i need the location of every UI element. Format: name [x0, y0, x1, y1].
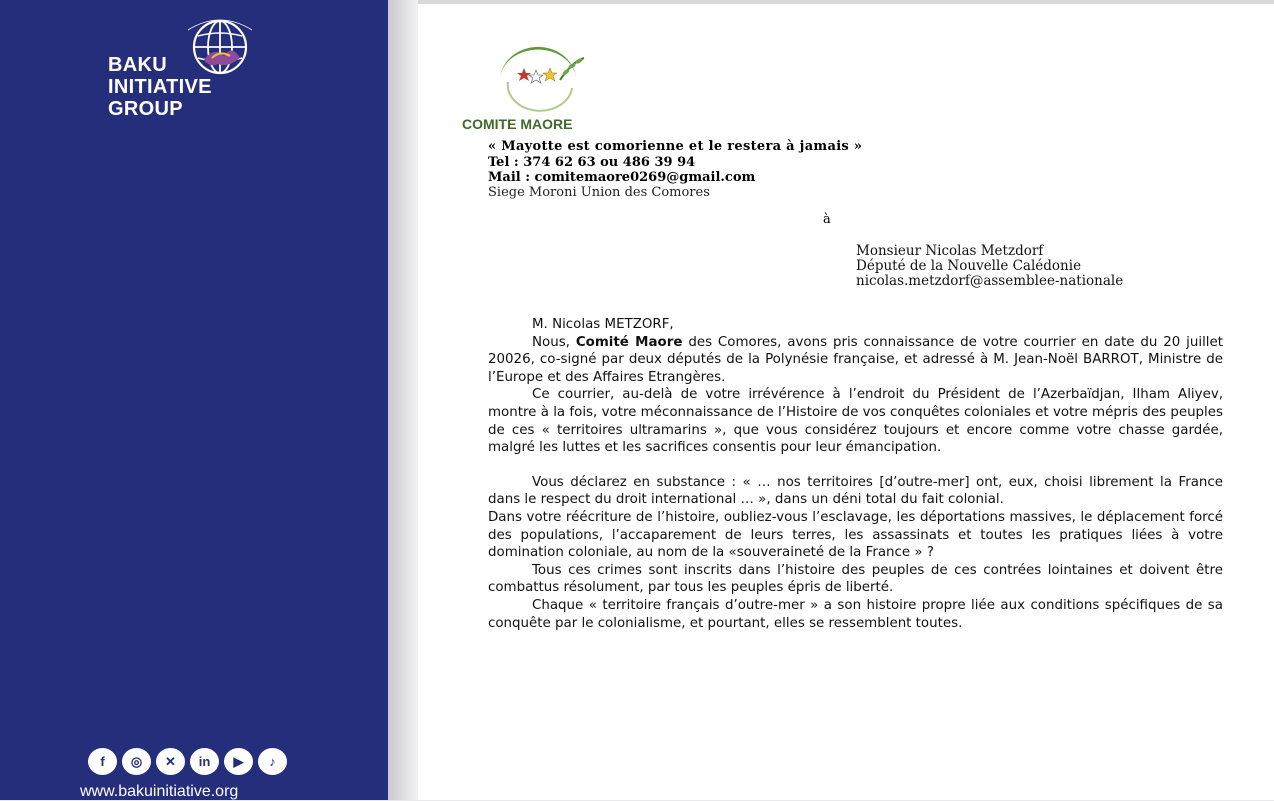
org-name-bold: Comité Maore [575, 334, 683, 350]
letter-slogan: « Mayotte est comorienne et le restera à jamais » [488, 139, 863, 154]
comite-maore-logo [458, 38, 618, 134]
headquarters: Siege Moroni Union des Comores [488, 185, 710, 200]
paragraph: Vous déclarez en substance : « … nos territoires [d’outre-mer] ont, eux, choisi librement la France dans le respect du droit international … », dans un déni total du fait colonial. [488, 474, 1223, 508]
paragraph: Chaque « territoire français d’outre-mer » a son histoire propre liée aux conditions spécifiques de sa conquête par le colonialisme, et pourtant, elles se ressemblent toutes. [488, 597, 1223, 631]
social-links [88, 748, 293, 776]
paragraph: Dans votre réécriture de l’histoire, oubliez-vous l’esclavage, les déportations massives, le déplacement forcé des populations, l’accaparement de leurs terres, les assassinats et toutes les pratiques liées à votre domination coloniale, au nom de la «souveraineté de la France » ? [488, 509, 1223, 561]
baku-initiative-logo [108, 16, 278, 126]
recipient-email: nicolas.metzdorf@assemblee-nationale [856, 273, 1124, 289]
instagram-icon[interactable]: ◎ [122, 748, 151, 775]
recipient-title: Député de la Nouvelle Calédonie [856, 258, 1082, 274]
page-shadow [388, 0, 418, 800]
facebook-icon[interactable]: f [88, 748, 117, 775]
contact-phone: Tel : 374 62 63 ou 486 39 94 [488, 155, 696, 170]
website-link[interactable]: www.bakuinitiative.org [80, 783, 239, 800]
sidebar-panel [0, 0, 390, 800]
paragraph: Tous ces crimes sont inscrits dans l’histoire des peuples de ces contrées lointaines et doivent être combattus résolument, par tous les peuples épris de liberté. [488, 562, 1223, 596]
recipient-name: Monsieur Nicolas Metzdorf [856, 243, 1044, 259]
brand-line: GROUP [108, 98, 183, 120]
paragraph-text: des Comores, avons pris connaissance de votre courrier en date du 20 juillet 20026, co-signé par deux députés de la Polynésie française, et adressé à M. Jean-Noël BARROT, Ministre de l’Europe et des Affaires Etrangères. [488, 334, 1224, 385]
brand-line: INITIATIVE [108, 76, 212, 98]
brand-line: BAKU [108, 54, 167, 76]
recipient-marker: à [823, 212, 831, 227]
letter-page [418, 0, 1274, 800]
tiktok-icon[interactable]: ♪ [258, 748, 287, 775]
contact-email: Mail : comitemaore0269@gmail.com [488, 170, 756, 185]
paragraph-text: Nous, [532, 334, 576, 350]
page-top-edge [418, 0, 1274, 4]
x-icon[interactable]: ✕ [156, 748, 185, 775]
salutation: M. Nicolas METZORF, [532, 317, 674, 332]
org-name: COMITE MAORE [462, 116, 573, 132]
paragraph: Ce courrier, au-delà de votre irrévérence à l’endroit du Président de l’Azerbaïdjan, Ilham Aliyev, montre à la fois, votre méconnaissance de l’Histoire de vos conquêtes coloniales et votre mépris des peuples de ces « territoires ultramarins », que vous considérez toujours et encore comme votre chasse gardée, malgré les luttes et les sacrifices consentis pour leur émancipation. [488, 387, 1223, 456]
linkedin-icon[interactable]: in [190, 748, 219, 775]
brand-name [108, 54, 212, 120]
youtube-icon[interactable]: ▶ [224, 748, 253, 775]
paragraph [488, 334, 1223, 387]
crescent-stars-icon [480, 38, 600, 118]
letter-body [488, 316, 1223, 632]
